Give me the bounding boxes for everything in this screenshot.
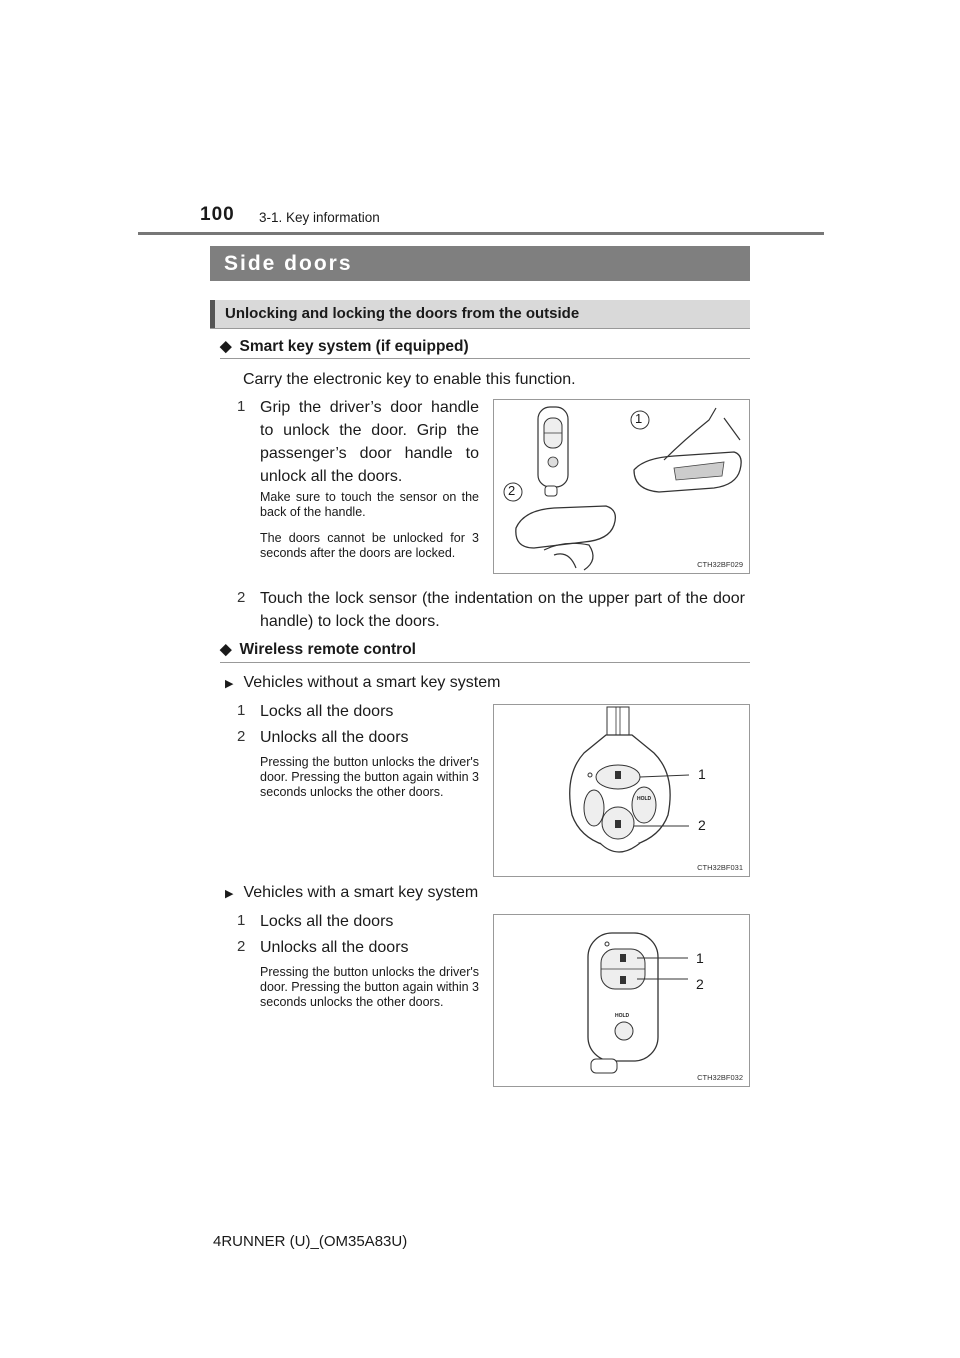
- diamond-bullet-icon: ◆: [220, 338, 232, 355]
- figure-code: CTH32BF031: [697, 863, 743, 872]
- page-title: Side doors: [210, 246, 750, 281]
- callout-2: 2: [698, 817, 706, 833]
- note-text: Pressing the button unlocks the driver's door. Pressing the button again within 3 seconds unlocks the other doors.: [260, 755, 479, 799]
- item-text: Unlocks all the doors: [260, 939, 409, 956]
- step-number: 1: [237, 398, 246, 415]
- heading-rule: [220, 662, 750, 663]
- door-handle-illustration: [494, 400, 749, 573]
- section-label: 3-1. Key information: [259, 210, 380, 225]
- item-number: 1: [237, 702, 246, 719]
- triangle-bullet-icon: ▶: [225, 678, 234, 690]
- diamond-bullet-icon: ◆: [220, 641, 232, 658]
- hold-label: HOLD: [615, 1013, 630, 1019]
- callout-1: 1: [698, 766, 706, 782]
- heading-rule: [220, 358, 750, 359]
- item-text: Locks all the doors: [260, 913, 394, 930]
- callout-1: 1: [635, 411, 643, 426]
- footer-model-code: 4RUNNER (U)_(OM35A83U): [213, 1233, 408, 1250]
- with-smart-key-label: ▶ Vehicles with a smart key system: [225, 884, 479, 901]
- door-handle-figure: [493, 399, 750, 574]
- figure-code: CTH32BF032: [697, 1073, 743, 1082]
- hold-label: HOLD: [637, 796, 652, 802]
- callout-1: 1: [696, 950, 704, 966]
- item-text: Locks all the doors: [260, 703, 394, 720]
- figure-code: CTH32BF029: [697, 560, 743, 569]
- callout-2: 2: [508, 483, 516, 498]
- smart-key-illustration: [494, 915, 749, 1086]
- subsection-rule: [210, 328, 750, 329]
- smart-key-heading: ◆ Smart key system (if equipped): [220, 338, 469, 355]
- note-text: Pressing the button unlocks the driver's door. Pressing the button again within 3 seconds unlocks the other doors.: [260, 965, 479, 1009]
- step-number: 2: [237, 589, 246, 606]
- item-text: Unlocks all the doors: [260, 729, 409, 746]
- subsection-title: Unlocking and locking the doors from the outside: [210, 300, 750, 328]
- remote-key-illustration: [494, 705, 749, 876]
- smart-key-figure: [493, 914, 750, 1087]
- note-text: Make sure to touch the sensor on the back of the handle.: [260, 490, 479, 519]
- item-number: 2: [237, 938, 246, 955]
- triangle-bullet-icon: ▶: [225, 888, 234, 900]
- step-2-text: Touch the lock sensor (the indentation on the upper part of the door handle) to lock the doors.: [260, 590, 745, 630]
- header-rule: [138, 232, 824, 235]
- wireless-heading: ◆ Wireless remote control: [220, 641, 416, 658]
- note-text: The doors cannot be unlocked for 3 seconds after the doors are locked.: [260, 531, 479, 560]
- item-number: 1: [237, 912, 246, 929]
- item-number: 2: [237, 728, 246, 745]
- callout-2: 2: [696, 976, 704, 992]
- page-number: 100: [200, 204, 235, 225]
- remote-key-figure: [493, 704, 750, 877]
- step-1-text: Grip the driver’s door handle to unlock the door. Grip the passenger’s door handle to unlock all the doors.: [260, 399, 479, 485]
- without-smart-key-label: ▶ Vehicles without a smart key system: [225, 674, 501, 691]
- smart-key-intro: Carry the electronic key to enable this function.: [243, 371, 576, 388]
